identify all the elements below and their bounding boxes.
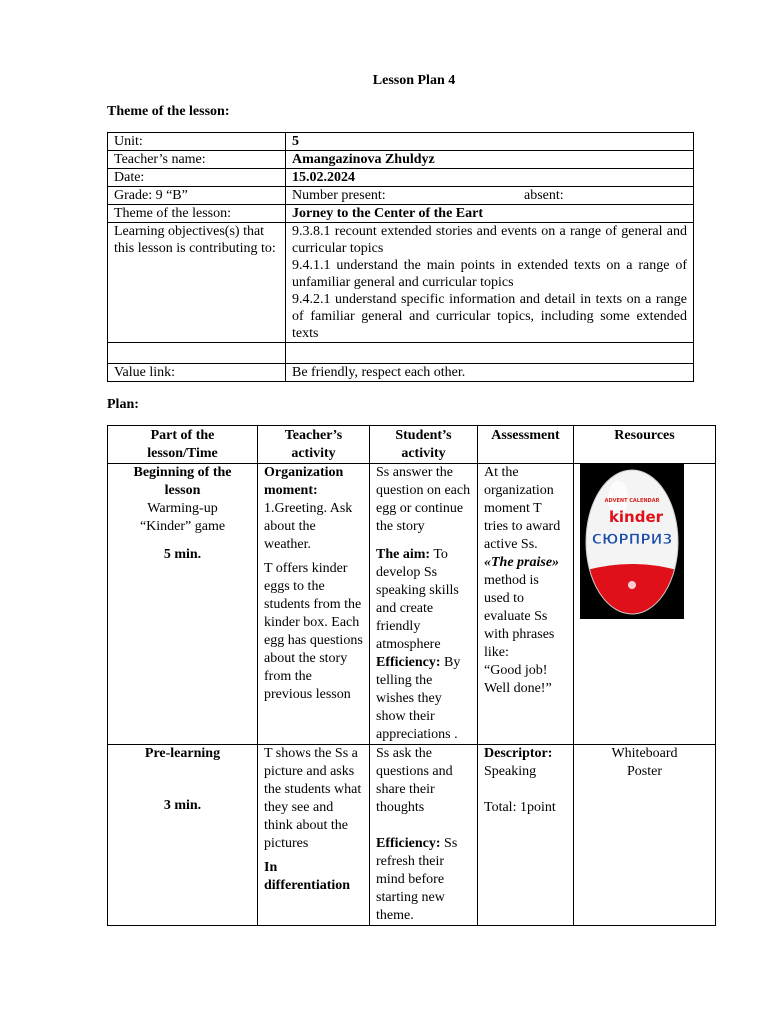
total-points: Total: 1point	[484, 800, 556, 815]
plan-row-beginning	[108, 464, 716, 745]
efficiency-label: Efficiency:	[376, 655, 441, 670]
teacher-value: Amangazinova Zhuldyz	[286, 151, 694, 169]
efficiency-text: Ss refresh their mind before starting new theme.	[376, 836, 458, 923]
objectives-list	[286, 223, 694, 343]
part-subtitle: Warming-up	[147, 501, 218, 516]
document-title: Lesson Plan 4	[372, 73, 456, 88]
part-subtitle: “Kinder” game	[139, 519, 226, 534]
number-present-label: Number present:	[292, 188, 386, 203]
attendance-cell	[286, 187, 694, 205]
efficiency-text: By telling the wishes they show their appreciations .	[376, 655, 461, 742]
value-value: Be friendly, respect each other.	[286, 364, 694, 382]
date-value: 15.02.2024	[286, 169, 694, 187]
objectives-label: Learning objectives(s) that this lesson is contributing to:	[108, 223, 286, 343]
assessment-method: «The praise»	[484, 555, 560, 570]
part-cell	[108, 745, 258, 926]
part-title: Beginning of the lesson	[133, 465, 232, 498]
resources-cell	[574, 745, 716, 926]
plan-heading: Plan:	[107, 397, 139, 412]
plan-row-prelearning	[108, 745, 716, 926]
header-teacher: Teacher’s activity	[258, 426, 370, 464]
plan-table	[107, 425, 716, 926]
unit-row	[108, 133, 694, 151]
grade-row	[108, 187, 694, 205]
unit-label: Unit:	[108, 133, 286, 151]
assessment-quote: “Good job! Well done!”	[484, 663, 552, 696]
aim-block	[376, 546, 471, 654]
resource-item: Whiteboard	[611, 746, 678, 761]
objective-item: 9.4.1.1 understand the main points in extended texts on a range of unfamiliar general and curricular topics	[292, 258, 687, 290]
efficiency-label: Efficiency:	[376, 836, 441, 851]
efficiency-block	[376, 835, 471, 925]
part-title: Pre-learning	[144, 746, 221, 761]
student-cell	[370, 464, 478, 745]
teacher-row	[108, 151, 694, 169]
teacher-text: T offers kinder eggs to the students from the kinder box. Each egg has questions about the story from the previous lesson	[264, 561, 363, 702]
objectives-row	[108, 223, 694, 343]
teacher-text: T shows the Ss a picture and asks the students what they see and think about the pictures	[264, 746, 362, 851]
aim-label: The aim:	[376, 547, 431, 562]
part-time: 5 min.	[163, 547, 202, 562]
value-row	[108, 364, 694, 382]
teacher-text: 1.Greeting. Ask about the weather.	[264, 501, 353, 552]
empty-cell	[286, 343, 694, 364]
unit-value: 5	[286, 133, 694, 151]
empty-row	[108, 343, 694, 364]
teacher-cell	[258, 464, 370, 745]
efficiency-block	[376, 654, 471, 744]
descriptor-text: Speaking	[484, 764, 537, 779]
egg-brand: kinder	[608, 508, 664, 526]
header-part: Part of the lesson/Time	[108, 426, 258, 464]
assessment-cell	[478, 745, 574, 926]
theme-heading: Theme of the lesson:	[107, 104, 230, 119]
plan-header-row	[108, 426, 716, 464]
assessment-cell	[478, 464, 574, 745]
theme-row	[108, 205, 694, 223]
lesson-info-table	[107, 132, 694, 382]
part-cell	[108, 464, 258, 745]
assessment-text: At the organization moment T tries to award active Ss.	[484, 465, 561, 552]
header-assessment: Assessment	[478, 426, 574, 464]
theme-label: Theme of the lesson:	[108, 205, 286, 223]
student-text: Ss answer the question on each egg or continue the story	[376, 465, 471, 534]
descriptor-label: Descriptor:	[484, 746, 553, 761]
part-time: 3 min.	[163, 798, 202, 813]
resources-cell	[574, 464, 716, 745]
teacher-heading: Organization moment:	[264, 465, 344, 498]
student-text: Ss ask the questions and share their thoughts	[376, 746, 453, 815]
teacher-cell	[258, 745, 370, 926]
teacher-label: Teacher’s name:	[108, 151, 286, 169]
theme-value: Jorney to the Center of the Eart	[286, 205, 694, 223]
assessment-text: method is used to evaluate Ss with phrases like:	[484, 573, 555, 660]
objective-item: 9.3.8.1 recount extended stories and events on a range of general and curricular topics	[292, 224, 687, 256]
header-student: Student’s activity	[370, 426, 478, 464]
kinder-egg-icon	[580, 464, 684, 619]
egg-top-text: ADVENT CALENDAR	[604, 498, 660, 504]
teacher-differentiation: In differentiation	[264, 860, 351, 893]
objective-item: 9.4.2.1 understand specific information and detail in texts on a range of familiar general and curricular topics, including some extended texts	[292, 292, 687, 341]
resource-item: Poster	[627, 764, 662, 779]
absent-label: absent:	[524, 188, 564, 203]
kinder-egg-image	[580, 464, 684, 619]
header-resources: Resources	[574, 426, 716, 464]
date-row	[108, 169, 694, 187]
egg-name: СЮРПРИЗ	[591, 532, 673, 548]
value-label: Value link:	[108, 364, 286, 382]
student-cell	[370, 745, 478, 926]
empty-cell	[108, 343, 286, 364]
aim-text: To develop Ss speaking skills and create friendly atmosphere	[376, 547, 459, 652]
grade-label: Grade: 9 “B”	[108, 187, 286, 205]
date-label: Date:	[108, 169, 286, 187]
